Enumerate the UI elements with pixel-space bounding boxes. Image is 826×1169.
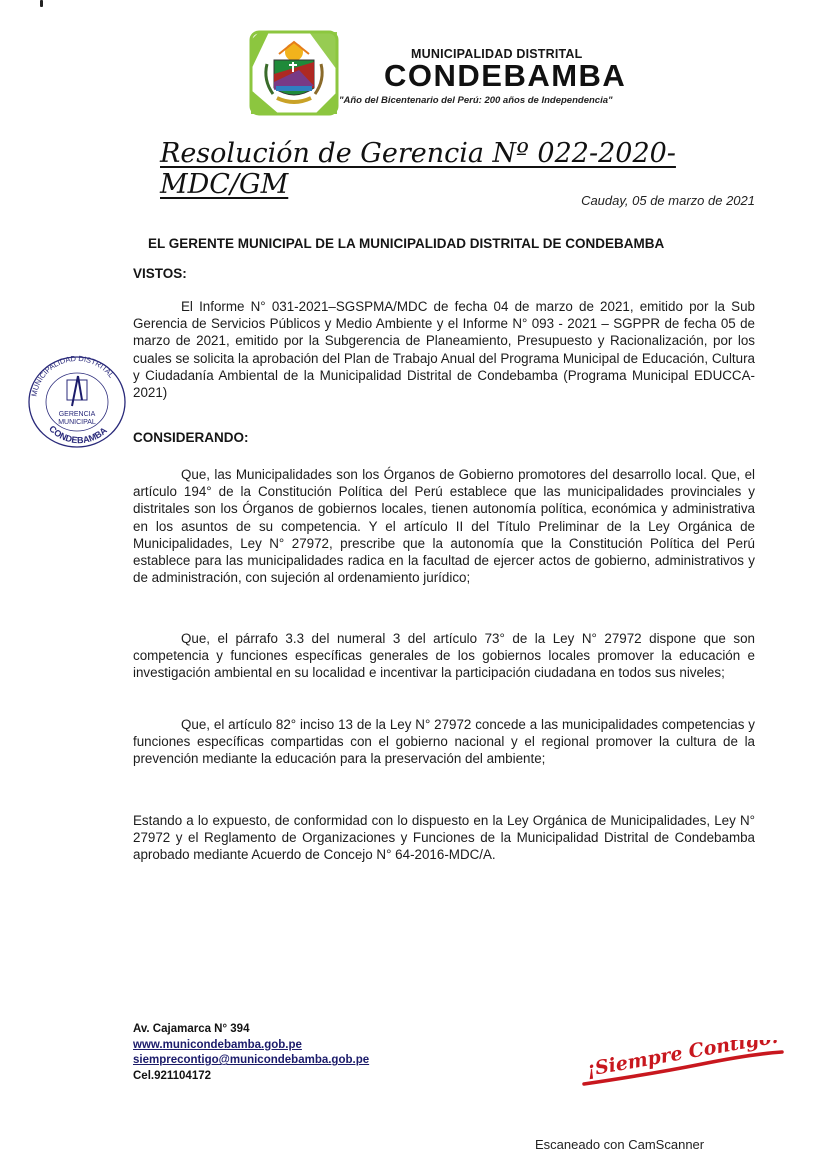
camscanner-watermark: Escaneado con CamScanner <box>535 1137 705 1152</box>
considerando-text-3: Que, el artículo 82° inciso 13 de la Ley N° 27972 concede a las municipalidades competencias y funciones específicas compartidas con el gobierno nacional y el regional promover la cultura de la prevención mediante la educación para la preservación del ambiente; <box>133 717 755 767</box>
footer-contact <box>133 1022 369 1084</box>
year-motto: "Año del Bicentenario del Perú: 200 años de Independencia" <box>339 95 613 106</box>
resolution-title: Resolución de Gerencia Nº 022-2020-MDC/GM <box>160 138 676 200</box>
footer-email-link[interactable]: siemprecontigo@municondebamba.gob.pe <box>133 1054 370 1067</box>
issuer-heading: EL GERENTE MUNICIPAL DE LA MUNICIPALIDAD DISTRITAL DE CONDEBAMBA <box>148 236 665 251</box>
vistos-label: VISTOS: <box>133 266 187 281</box>
considerando-paragraph-1 <box>133 466 755 586</box>
place-date: Cauday, 05 de marzo de 2021 <box>581 193 755 208</box>
gerencia-municipal-seal <box>22 350 132 450</box>
scan-artifact <box>40 0 43 7</box>
considerando-label: CONSIDERANDO: <box>133 430 249 445</box>
footer-phone: Cel.921104172 <box>133 1069 212 1082</box>
considerando-text-1: Que, las Municipalidades son los Órganos de Gobierno promotores del desarrollo local. Que, el artículo 194° de la Constitución Política del Perú establece que las municipalidades provinciales y distritales son los Órganos de gobiernos locales, tienen autonomía política, económica y administrativa en los asuntos de su competencia. Y el artículo II del Título Preliminar de la Ley Orgánica de Municipalidades, Ley N° 27972, prescribe que la autonomía que la Constitución Política del Perú establece para las municipalidades radica en la facultad de ejercer actos de gobierno, administrativos y de administración, con sujeción al ordenamiento jurídico; <box>133 467 755 586</box>
slogan-siempre-contigo <box>582 1040 792 1090</box>
considerando-text-2: Que, el párrafo 3.3 del numeral 3 del artículo 73° de la Ley N° 27972 dispone que son competencia y funciones específicas generales de los gobiernos locales promover la educación e investigación ambiental en su localidad e incentivar la participación ciudadana en todos sus niveles; <box>133 631 755 681</box>
seal-top-text: MUNICIPALIDAD DISTRITAL <box>29 353 117 398</box>
considerando-paragraph-3 <box>133 716 755 768</box>
footer-website-link[interactable]: www.municondebamba.gob.pe <box>133 1038 302 1051</box>
organization-name: CONDEBAMBA <box>384 58 627 93</box>
closing-paragraph: Estando a lo expuesto, de conformidad con lo dispuesto en la Ley Orgánica de Municipalidades, Ley N° 27972 y el Reglamento de Organizaciones y Funciones de la Municipalidad Distrital de Condebamba aprobado mediante Acuerdo de Concejo N° 64-2016-MDC/A. <box>133 813 755 863</box>
vistos-text: El Informe N° 031-2021–SGSPMA/MDC de fecha 04 de marzo de 2021, emitido por la Sub Gerencia de Servicios Públicos y Medio Ambiente y el Informe N° 093 - 2021 – SGPPR de fecha 05 de marzo de 2021, emitido por la Subgerencia de Planeamiento, Presupuesto y Racionalización, por los cuales se solicita la aprobación del Plan de Trabajo Anual del Programa Municipal de Educación, Cultura y Ciudadanía Ambiental de la Municipalidad Distrital de Condebamba (Programa Municipal EDUCCA-2021) <box>133 299 755 401</box>
slogan-text: ¡Siempre Contigo! <box>585 1040 782 1081</box>
vistos-paragraph <box>133 298 755 401</box>
seal-bottom-text: CONDEBAMBA <box>47 423 109 446</box>
svg-text:MUNICIPALIDAD DISTRITAL <box>29 354 116 397</box>
seal-center-line1: GERENCIA <box>58 411 96 418</box>
organization-line: MUNICIPALIDAD DISTRITAL <box>411 47 583 61</box>
seal-center-line2: MUNICIPAL <box>58 419 96 426</box>
footer-address: Av. Cajamarca N° 394 <box>133 1023 250 1035</box>
considerando-paragraph-2 <box>133 630 755 682</box>
municipal-coat-of-arms-icon <box>249 30 339 116</box>
